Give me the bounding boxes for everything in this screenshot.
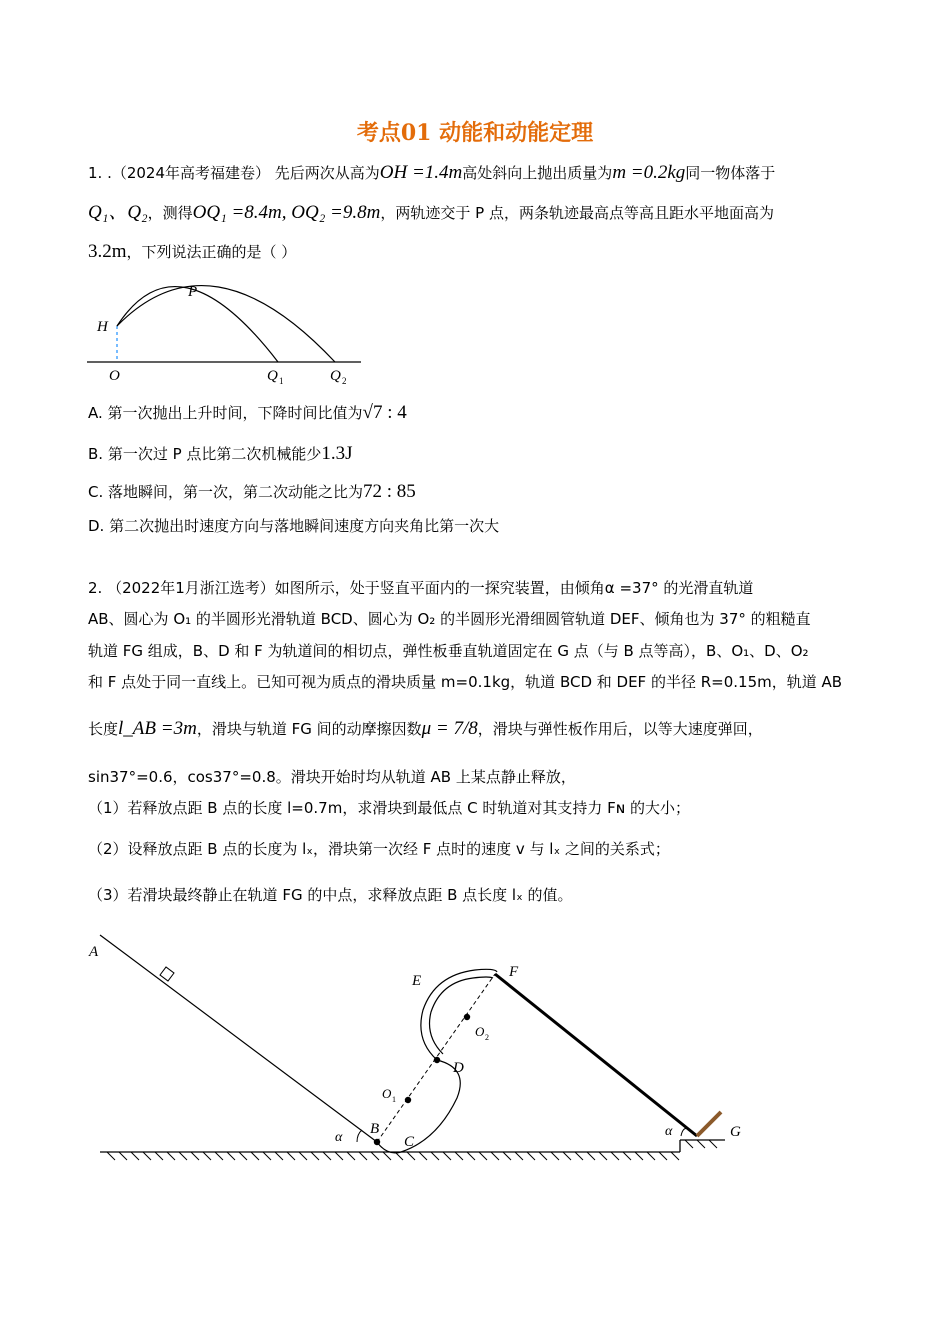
q2-part-3: （3）若滑块最终静止在轨道 FG 的中点，求释放点距 B 点长度 lₓ 的值。	[88, 886, 573, 904]
option-a-text: A. 第一次抛出上升时间，下降时间比值为	[88, 404, 363, 422]
track-fg	[495, 974, 697, 1136]
label-q1-sub: 1	[279, 376, 284, 386]
label-alpha-g: α	[665, 1124, 673, 1139]
label-f: F	[509, 964, 519, 980]
track-def-inner	[430, 977, 494, 1054]
q1-stem-text: ，测得	[147, 204, 193, 222]
trajectory-2	[117, 286, 335, 362]
page-title: 考点01 动能和动能定理	[356, 120, 594, 146]
q1-stem-text: 高处斜向上抛出质量为	[462, 164, 613, 182]
q2-line-1: 2. （2022年1月浙江选考）如图所示，处于竖直平面内的一探究装置，由倾角α =37° 的光滑直轨道	[88, 579, 754, 597]
q2-length-label: 长度	[88, 720, 119, 738]
track-def-outer	[421, 969, 497, 1060]
label-o1-sub: 1	[392, 1095, 396, 1104]
option-c-math: 72 : 85	[363, 481, 416, 502]
q1-mass-value: m =0.2kg	[612, 162, 686, 183]
option-c-text: C. 落地瞬间，第一次，第二次动能之比为	[88, 483, 364, 501]
q2-rebound-text: ，滑块与弹性板作用后，以等大速度弹回，	[477, 720, 763, 738]
label-q2-sub: 2	[342, 376, 347, 386]
label-g: G	[730, 1124, 741, 1140]
label-o2: O	[475, 1024, 485, 1039]
q2-line-4: 和 F 点处于同一直线上。已知可视为质点的滑块质量 m=0.1kg，轨道 BCD 和 DEF 的半径 R=0.15m，轨道 AB	[88, 673, 843, 691]
label-d: D	[453, 1060, 464, 1076]
q1-line-2	[88, 202, 774, 224]
q1-stem-text: 同一物体落于	[685, 164, 776, 182]
point-b	[374, 1139, 380, 1145]
point-d	[434, 1057, 440, 1063]
label-alpha-b: α	[335, 1130, 343, 1145]
label-c: C	[404, 1134, 415, 1150]
q1-option-d: D. 第二次抛出时速度方向与落地瞬间速度方向夹角比第一次大	[88, 517, 500, 535]
label-q2: Q	[330, 368, 341, 384]
q1-distances: OQ₁ =8.4m, OQ₂ =9.8m	[192, 202, 381, 223]
q1-option-a	[88, 402, 407, 424]
label-o1: O	[382, 1086, 392, 1101]
slider-block	[160, 967, 174, 981]
angle-arc-b	[357, 1130, 362, 1142]
label-q1: Q	[267, 368, 278, 384]
label-b: B	[370, 1121, 380, 1137]
option-b-text: B. 第一次过 P 点比第二次机械能少	[88, 445, 322, 463]
q2-figure	[85, 930, 765, 1170]
q2-mu-value: μ = 7/8	[421, 718, 478, 739]
q1-line-3	[88, 241, 296, 263]
q2-part-2: （2）设释放点距 B 点的长度为 lₓ，滑块第一次经 F 点时的速度 v 与 lₓ 之间的关系式；	[88, 840, 670, 858]
label-e: E	[412, 973, 422, 989]
q1-option-c	[88, 481, 416, 503]
q2-line-5	[88, 718, 763, 740]
q1-figure	[85, 270, 375, 390]
point-o1	[405, 1097, 411, 1103]
q2-line-2: AB、圆心为 O₁ 的半圆形光滑轨道 BCD、圆心为 O₂ 的半圆形光滑细圆管轨道 DEF、倾角也为 37° 的粗糙直	[88, 610, 811, 628]
q2-line-3: 轨道 FG 组成，B、D 和 F 为轨道间的相切点，弹性板垂直轨道固定在 G 点（与 B 点等高），B、O₁、D、O₂	[88, 642, 809, 660]
q2-line-6: sin37°=0.6，cos37°=0.8。滑块开始时均从轨道 AB 上某点静止释放，	[88, 768, 576, 786]
q2-part-1: （1）若释放点距 B 点的长度 l=0.7m，求滑块到最低点 C 时轨道对其支持力 Fɴ 的大小；	[88, 799, 691, 817]
q1-height-value: 3.2m	[88, 241, 127, 262]
option-a-math: √7 : 4	[362, 402, 407, 423]
label-p: P	[188, 284, 198, 300]
q2-lab-value: l_AB =3m	[118, 718, 197, 739]
q1-stem-text: ，两轨迹交于 P 点，两条轨迹最高点等高且距水平地面高为	[380, 204, 774, 222]
q1-line-1	[88, 162, 775, 184]
track-ab	[100, 935, 380, 1142]
label-a: A	[89, 944, 99, 960]
q1-oh-value: OH =1.4m	[379, 162, 463, 183]
q1-points: Q₁、Q₂	[88, 202, 148, 223]
elastic-plate	[697, 1112, 721, 1136]
label-o: O	[109, 368, 120, 384]
option-b-math: 1.3J	[321, 443, 353, 464]
q2-friction-label: ，滑块与轨道 FG 间的动摩擦因数	[196, 720, 422, 738]
point-o2	[464, 1014, 470, 1020]
q1-option-b	[88, 443, 353, 465]
track-bcd	[377, 1060, 460, 1153]
label-h: H	[97, 319, 108, 335]
q1-stem-text: 1. .（2024年高考福建卷） 先后两次从高为	[88, 164, 380, 182]
label-o2-sub: 2	[485, 1033, 489, 1042]
q1-stem-text: ，下列说法正确的是（ ）	[126, 243, 297, 261]
